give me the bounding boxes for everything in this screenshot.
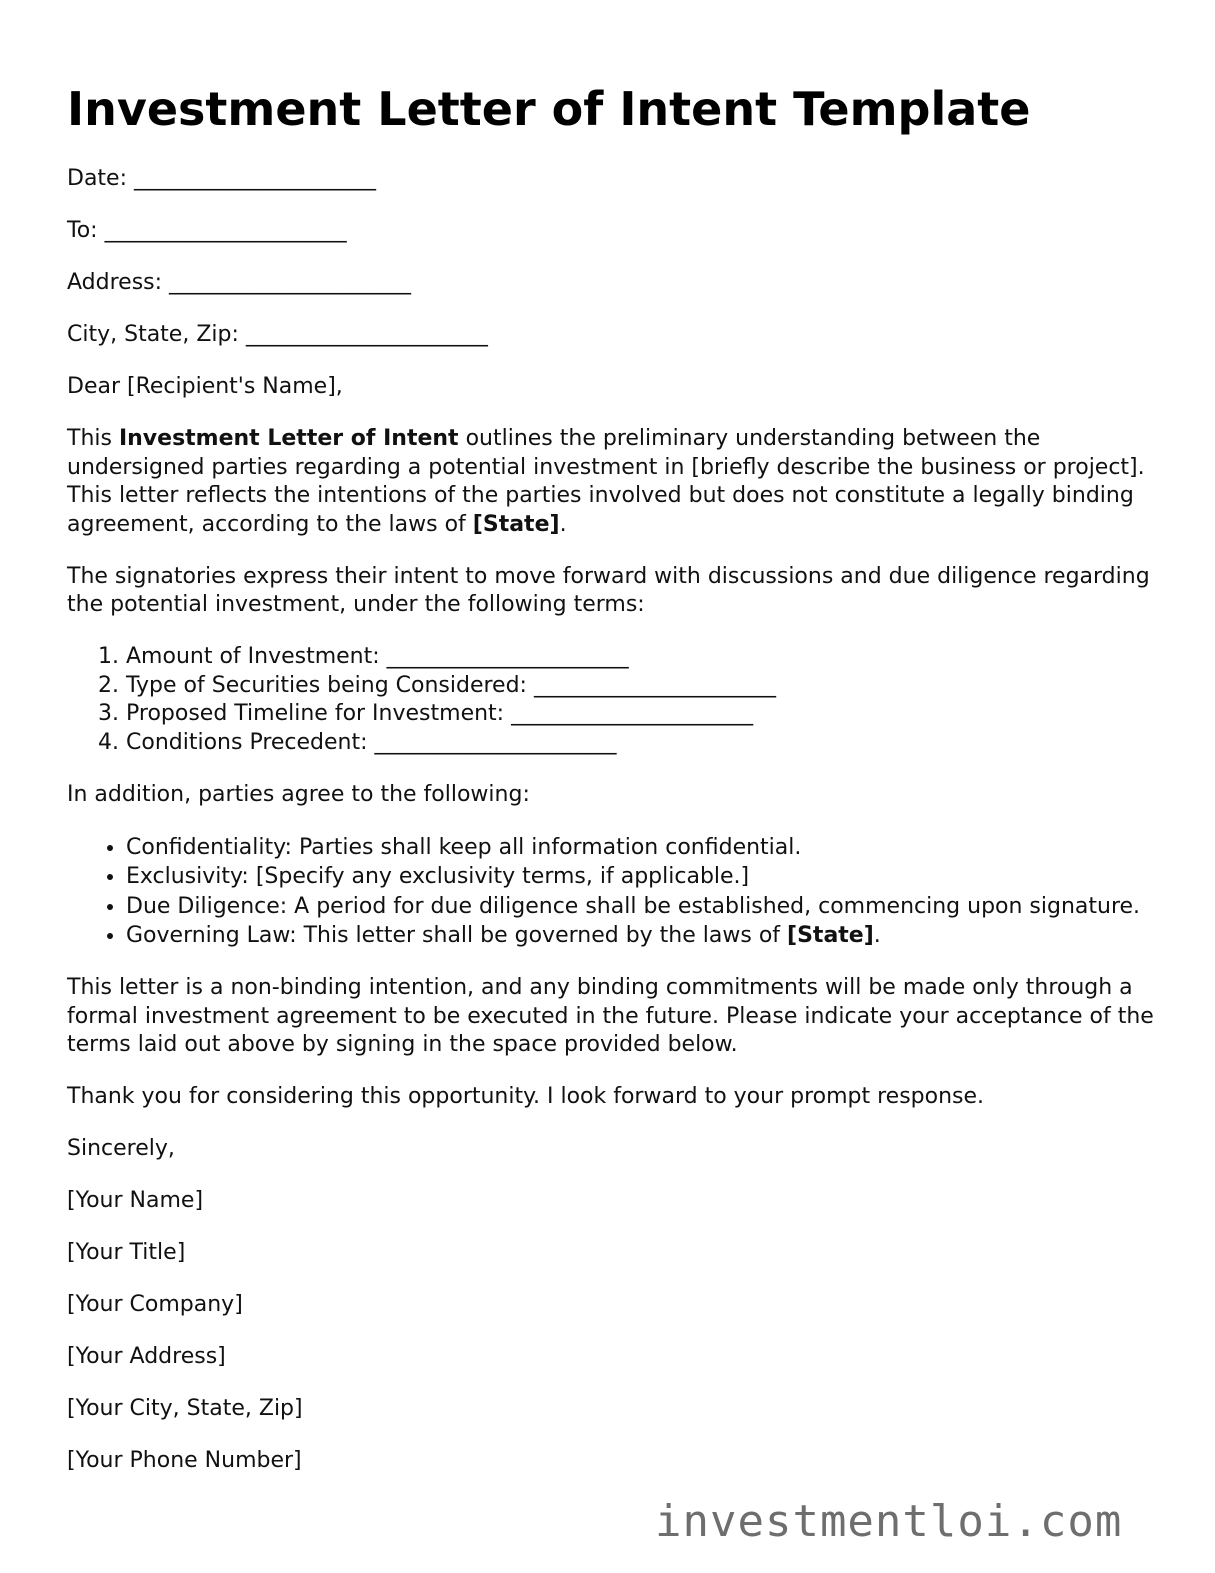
intro-pre: This — [67, 426, 119, 452]
intro-state: [State] — [472, 511, 560, 537]
due-diligence-item: • Due Diligence: A period for due diligence shall be established, commencing upon signature. — [126, 892, 1157, 922]
signature-name: [Your Name] — [67, 1188, 204, 1214]
signature-title: [Your Title] — [67, 1240, 186, 1266]
greeting: Dear [Recipient's Name], — [67, 374, 343, 400]
exclusivity-item: • Exclusivity: [Specify any exclusivity terms, if applicable.] — [126, 862, 1157, 892]
city-state-zip-field: City, State, Zip: ______________________ — [67, 322, 488, 348]
terms-list — [67, 643, 1157, 757]
signature-phone: [Your Phone Number] — [67, 1448, 302, 1474]
address-field: Address: ______________________ — [67, 270, 412, 296]
intro-end: . — [559, 511, 567, 537]
page-title: Investment Letter of Intent Template — [67, 82, 1031, 136]
term-item: 4. Conditions Precedent: ______________________ — [126, 729, 1157, 758]
governing-law-pre: Governing Law: This letter shall be governed by the laws of — [126, 923, 788, 949]
non-binding-paragraph: This letter is a non-binding intention, and any binding commitments will be made only through a formal investment agreement to be executed in the future. Please indicate your acceptance of the terms laid out above by signing in the space provided below. — [67, 975, 1154, 1058]
confidentiality-item: • Confidentiality: Parties shall keep all information confidential. — [126, 833, 1157, 863]
terms-intro: The signatories express their intent to move forward with discussions and due diligence regarding the potential investment, under the following terms: — [67, 563, 1150, 618]
intro-bold: Investment Letter of Intent — [118, 426, 459, 452]
signature-city-state-zip: [Your City, State, Zip] — [67, 1396, 303, 1422]
signature-company: [Your Company] — [67, 1292, 243, 1318]
additional-intro: In addition, parties agree to the following: — [67, 781, 530, 807]
closing: Sincerely, — [67, 1136, 175, 1162]
additional-list — [67, 833, 1157, 951]
intro-paragraph — [67, 425, 1157, 539]
governing-law-end: . — [873, 923, 881, 949]
to-field: To: ______________________ — [67, 218, 347, 244]
signature-address: [Your Address] — [67, 1344, 226, 1370]
watermark: investmentloi.com — [655, 1496, 1123, 1547]
term-item: 1. Amount of Investment: ______________________ — [126, 643, 1157, 672]
document — [67, 82, 1157, 1499]
date-field: Date: ______________________ — [67, 166, 376, 192]
governing-law-state: [State] — [787, 923, 874, 949]
thanks-paragraph: Thank you for considering this opportunity. I look forward to your prompt response. — [67, 1084, 985, 1110]
term-item: 3. Proposed Timeline for Investment: ______________________ — [126, 700, 1157, 729]
term-item: 2. Type of Securities being Considered: ______________________ — [126, 672, 1157, 701]
governing-law-item — [126, 921, 1157, 951]
intro-mid: outlines the preliminary understanding between the undersigned parties regarding a potential investment in [briefly describe the business or project]. This letter reflects the intentions of the parties involved but does not constitute a legally binding agreement, according to the laws of — [67, 426, 1145, 537]
